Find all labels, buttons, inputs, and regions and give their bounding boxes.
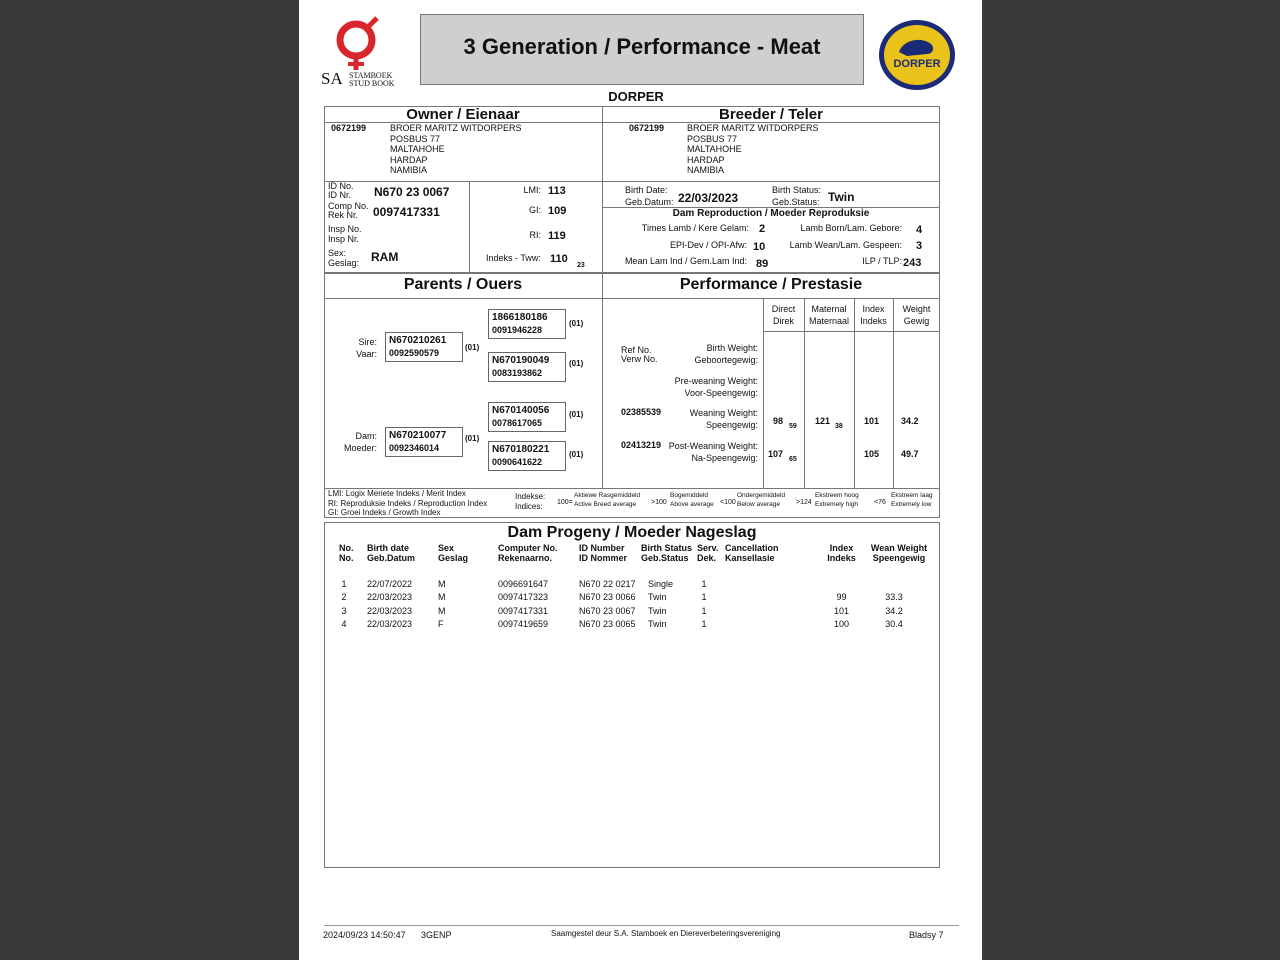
sire-dam-box: [488, 352, 566, 382]
dam-sire-box: [488, 402, 566, 432]
table-cell: 1: [701, 605, 707, 616]
sire-code: (01): [465, 343, 480, 352]
col-maternal: Maternal Maternaal: [808, 304, 850, 326]
table-cell: 1: [341, 579, 347, 589]
weaning-ref: 02385539: [621, 407, 662, 417]
sex-value: RAM: [371, 250, 399, 264]
table-cell: Twin: [648, 592, 667, 603]
id-label: ID No. ID Nr.: [328, 181, 354, 200]
birth-status-value: Twin: [828, 190, 855, 204]
table-row: [324, 619, 940, 632]
dam-code: (01): [465, 434, 480, 443]
sex-label: Sex: Geslag:: [328, 248, 360, 268]
legend-indices-label: Indekse: Indices:: [515, 492, 546, 511]
logo-stamboek-text: STAMBOEK: [349, 71, 393, 80]
breed-name: DORPER: [608, 89, 664, 104]
legend-lt100: <100: [720, 499, 736, 506]
table-row: [324, 606, 940, 619]
dam-label: Dam: Moeder:: [343, 431, 377, 453]
table-cell: 34.2: [885, 605, 903, 616]
lamb-born-label: Lamb Born/Lam. Gebore:: [800, 223, 902, 233]
badge-text: DORPER: [893, 58, 941, 70]
ilp-label: ILP / TLP:: [862, 256, 902, 266]
title-box: [420, 14, 864, 85]
page-title: 3 Generation / Performance - Meat: [463, 34, 821, 59]
dam-comp: 0092346014: [389, 443, 440, 453]
table-cell: 0096691647: [498, 579, 549, 589]
table-cell: 2: [341, 592, 347, 603]
lamb-wean-label: Lamb Wean/Lam. Gespeen:: [789, 240, 902, 250]
birth-weight-label: Birth Weight: Geboortegewig:: [694, 343, 758, 365]
dorper-badge: [877, 18, 957, 92]
sire-sire-id: 1866180186: [492, 312, 548, 323]
breeder-address-line: BROER MARITZ WITDORPERS: [687, 123, 819, 133]
dam-box: [385, 427, 463, 457]
dam-sire-code: (01): [569, 410, 584, 419]
postwean-index: 105: [864, 449, 880, 459]
dam-sire-id: N670140056: [492, 405, 550, 416]
dam-dam-code: (01): [569, 450, 584, 459]
table-cell: 3: [341, 605, 347, 616]
table-cell: 22/03/2023: [367, 618, 413, 629]
table-row: [324, 592, 940, 605]
table-cell: 30.4: [885, 618, 903, 629]
birth-date-value: 22/03/2023: [678, 191, 739, 205]
logo-studbook-text: STUD BOOK: [349, 79, 395, 88]
table-row: [324, 579, 940, 592]
table-cell: 22/07/2022: [367, 579, 413, 589]
dam-repro-heading: Dam Reproduction / Moeder Reproduksie: [672, 208, 870, 219]
table-cell: 0097417331: [498, 605, 549, 616]
table-cell: Twin: [648, 605, 667, 616]
table-cell: N670 23 0065: [579, 618, 636, 629]
sire-sire-comp: 0091946228: [492, 325, 543, 335]
tww-value: 110: [550, 253, 568, 265]
table-cell: F: [438, 618, 444, 629]
legend-lt76-desc: Ekstreem laag Extremely low: [891, 492, 933, 508]
progeny-column-header: ID Number ID Nommer: [579, 543, 628, 563]
ri-label: RI:: [529, 230, 541, 240]
postwean-label: Post-Weaning Weight: Na-Speengewig:: [668, 441, 758, 463]
table-cell: 22/03/2023: [367, 592, 413, 603]
table-cell: 0097419659: [498, 618, 549, 629]
table-cell: M: [438, 605, 446, 616]
breeder-heading: Breeder / Teler: [719, 106, 823, 123]
progeny-column-header: Birth date Geb.Datum: [367, 543, 416, 563]
lamb-wean-value: 3: [916, 240, 923, 252]
dam-sire-comp: 0078617065: [492, 418, 543, 428]
col-direct: Direct Direk: [771, 304, 796, 326]
postwean-direct: 107: [768, 449, 784, 459]
col-index: Index Indeks: [860, 304, 887, 326]
footer-page-number: Bladsy 7: [909, 930, 944, 940]
dam-dam-box: [488, 441, 566, 471]
table-cell: 4: [341, 618, 347, 629]
sire-sire-box: [488, 309, 566, 339]
progeny-heading: Dam Progeny / Moeder Nageslag: [507, 524, 757, 541]
progeny-table: [324, 543, 940, 643]
dam-dam-id: N670180221: [492, 444, 550, 455]
gi-value: 109: [548, 205, 567, 217]
legend-gt100: >100: [651, 499, 667, 506]
progeny-column-header: Cancellation Kansellasie: [725, 543, 779, 563]
table-cell: 101: [833, 605, 850, 616]
times-lamb-label: Times Lamb / Kere Gelam:: [641, 223, 749, 233]
parents-heading: Parents / Ouers: [403, 276, 523, 293]
owner-address-line: MALTAHOHE: [390, 144, 445, 154]
progeny-column-header: Sex Geslag: [438, 543, 469, 563]
table-cell: N670 23 0066: [579, 592, 636, 603]
breeder-address-line: HARDAP: [687, 154, 725, 165]
breeder-address-line: NAMIBIA: [687, 165, 725, 175]
legend-gt124-desc: Ekstreem hoog Extremely high: [815, 492, 859, 508]
table-cell: 100: [833, 618, 850, 629]
breeder-address: [687, 123, 819, 176]
performance-heading: Performance / Prestasie: [679, 276, 863, 293]
owner-address-line: HARDAP: [390, 154, 428, 165]
dam-id: N670210077: [389, 430, 447, 441]
progeny-column-header: Serv. Dek.: [697, 543, 719, 563]
table-cell: 0097417323: [498, 592, 549, 603]
weaning-direct-sub: 59: [789, 423, 797, 430]
legend-100-desc: Aktiewe Rasgemiddeld Active Breed average: [574, 492, 641, 508]
table-cell: 99: [836, 592, 847, 603]
sire-box: [385, 332, 463, 362]
legend-gt100-desc: Bogemiddeld Above average: [670, 492, 714, 508]
footer-code: 3GENP: [421, 930, 452, 940]
ilp-value: 243: [903, 257, 922, 269]
sire-dam-id: N670190049: [492, 355, 550, 366]
owner-heading: Owner / Eienaar: [406, 106, 520, 123]
sa-studbook-logo: [321, 14, 401, 88]
table-cell: 1: [701, 592, 707, 603]
table-cell: N670 22 0217: [579, 579, 636, 589]
logo-sa-text: SA: [321, 69, 343, 88]
document-page: [299, 0, 982, 960]
breeder-address-line: MALTAHOHE: [687, 144, 742, 154]
weaning-maternal: 121: [815, 416, 831, 426]
preweaning-label: Pre-weaning Weight: Voor-Speengewig:: [674, 376, 758, 398]
lmi-label: LMI:: [523, 185, 541, 195]
birth-status-label: Birth Status: Geb.Status:: [772, 185, 822, 207]
ri-value: 119: [548, 230, 566, 242]
tww-label: Indeks - Tww:: [486, 253, 541, 263]
legend-definitions: LMI: Logix Meriete Indeks / Merit Index RI: Reproduksie Indeks / Reproduction Index GI: Groei Indeks / Growth Index: [328, 489, 488, 517]
legend-lt76: <76: [874, 499, 886, 506]
progeny-column-header: Index Indeks: [827, 543, 856, 563]
ref-label: Ref No. Verw No.: [621, 345, 658, 364]
postwean-weight: 49.7: [901, 449, 919, 459]
mean-lamb-label: Mean Lam Ind / Gem.Lam Ind:: [624, 256, 747, 266]
postwean-direct-sub: 65: [789, 456, 797, 463]
table-cell: 33.3: [885, 592, 903, 603]
legend-lt100-desc: Ondergemiddeld Below average: [737, 492, 786, 508]
progeny-column-header: Birth Status Geb.Status: [641, 543, 693, 563]
gi-label: GI:: [528, 205, 541, 215]
lamb-born-value: 4: [916, 224, 923, 236]
weaning-index: 101: [864, 416, 880, 426]
epi-label: EPI-Dev / OPI-Afw:: [669, 240, 747, 250]
computer-number: 0097417331: [373, 205, 440, 219]
times-lamb-value: 2: [759, 223, 766, 235]
sire-id: N670210261: [389, 335, 447, 346]
sire-dam-comp: 0083193862: [492, 368, 543, 378]
tww-sub: 23: [577, 262, 585, 269]
owner-number: 0672199: [331, 123, 367, 133]
progeny-column-header: Computer No. Rekenaarno.: [498, 543, 558, 563]
owner-address-line: POSBUS 77: [390, 133, 441, 144]
sire-dam-code: (01): [569, 359, 584, 368]
dorper-badge-icon: [877, 18, 957, 92]
col-weight: Weight Gewig: [902, 304, 931, 326]
weaning-label: Weaning Weight: Speengewig:: [689, 408, 758, 430]
footer-compiled: Saamgestel deur S.A. Stamboek en Diereverbeteringsvereniging: [551, 929, 781, 938]
sire-label: Sire: Vaar:: [356, 337, 377, 359]
progeny-column-header: No. No.: [339, 543, 354, 563]
table-cell: M: [438, 592, 446, 603]
legend-gt124: >124: [796, 499, 812, 506]
birth-date-label: Birth Date: Geb.Datum:: [625, 185, 674, 207]
sire-sire-code: (01): [569, 319, 584, 328]
table-cell: 22/03/2023: [367, 605, 413, 616]
table-cell: Single: [648, 579, 674, 589]
table-cell: M: [438, 579, 446, 589]
table-cell: 1: [701, 579, 707, 589]
table-cell: 1: [701, 618, 707, 629]
breeder-number: 0672199: [629, 123, 665, 133]
weaning-direct: 98: [773, 416, 784, 426]
lmi-value: 113: [548, 185, 566, 197]
weaning-weight: 34.2: [901, 416, 919, 426]
weaning-maternal-sub: 38: [835, 423, 843, 430]
table-cell: N670 23 0067: [579, 605, 636, 616]
epi-value: 10: [753, 241, 766, 253]
breeder-address-line: POSBUS 77: [687, 133, 738, 144]
postwean-ref: 02413219: [621, 440, 662, 450]
table-cell: Twin: [648, 618, 667, 629]
animal-id: N670 23 0067: [374, 185, 450, 199]
owner-address-line: BROER MARITZ WITDORPERS: [390, 123, 522, 133]
progeny-column-header: Wean Weight Speengewig: [870, 543, 928, 563]
owner-address: [390, 123, 522, 176]
sire-comp: 0092590579: [389, 348, 440, 358]
insp-label: Insp No. Insp Nr.: [328, 224, 362, 244]
footer-timestamp: 2024/09/23 14:50:47: [323, 930, 406, 940]
legend-100: 100=: [557, 499, 573, 506]
comp-label: Comp No. Rek Nr.: [328, 201, 369, 220]
mean-lamb-value: 89: [756, 258, 769, 270]
owner-address-line: NAMIBIA: [390, 165, 428, 175]
dam-dam-comp: 0090641622: [492, 457, 543, 467]
